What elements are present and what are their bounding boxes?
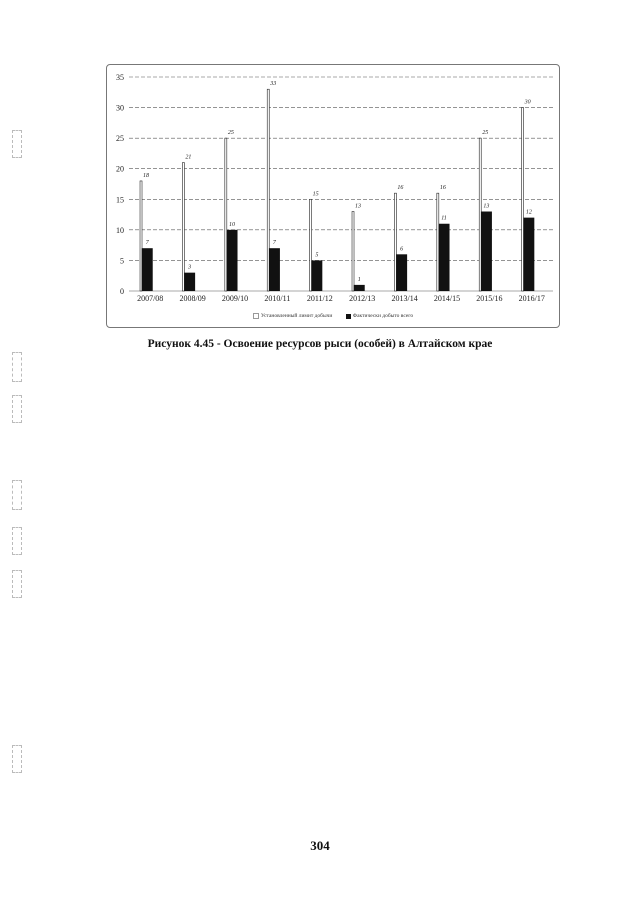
data-label-actual: 3: [188, 264, 192, 271]
scan-artifact: [12, 130, 22, 158]
bar-actual: [481, 212, 492, 291]
x-tick-label: 2013/14: [391, 294, 418, 303]
bar-limit: [182, 163, 184, 291]
data-label-limit: 21: [185, 154, 192, 161]
scan-artifact: [12, 745, 22, 773]
legend-item-actual: [346, 313, 413, 319]
y-tick-label: 0: [120, 287, 124, 296]
data-label-actual: 5: [315, 252, 319, 259]
x-tick-label: 2011/12: [306, 294, 333, 303]
x-tick-label: 2010/11: [264, 294, 291, 303]
data-label-actual: 1: [357, 276, 361, 283]
y-tick-label: 35: [116, 73, 124, 82]
data-label-limit: 25: [482, 130, 489, 137]
data-label-actual: 12: [525, 209, 532, 216]
page-number: 304: [310, 838, 330, 853]
x-tick-label: 2008/09: [179, 294, 206, 303]
data-label-actual: 10: [229, 221, 236, 228]
scan-artifact: [12, 570, 22, 598]
data-label-actual: 7: [272, 240, 276, 247]
legend-item-limit: [253, 313, 334, 319]
bar-actual: [439, 224, 450, 291]
bar-actual: [354, 285, 365, 291]
data-label-actual: 7: [145, 240, 149, 247]
y-tick-label: 30: [116, 103, 124, 113]
bar-actual: [396, 254, 407, 291]
y-tick-label: 15: [116, 195, 124, 205]
bar-actual: [184, 273, 195, 291]
legend-label-actual: Фактически добыто всего: [352, 313, 414, 320]
figure-caption: Рисунок 4.45 - Освоение ресурсов рыси (особей) в Алтайском крае: [147, 338, 493, 350]
x-tick-label: 2012/13: [349, 294, 376, 303]
x-tick-label: 2009/10: [221, 294, 249, 303]
data-label-actual: 13: [483, 203, 490, 210]
bar-chart: [107, 65, 559, 327]
legend-swatch-actual: [346, 314, 351, 319]
x-tick-label: 2016/17: [518, 294, 545, 303]
legend-label-limit: Установленный лимит добычи: [260, 313, 333, 320]
data-label-limit: 16: [397, 185, 404, 192]
data-label-limit: 25: [227, 130, 234, 137]
x-tick-label: 2007/08: [137, 294, 164, 303]
data-label-limit: 18: [143, 172, 150, 179]
data-label-limit: 30: [524, 99, 531, 106]
x-tick-label: 2015/16: [476, 294, 503, 303]
legend-swatch-limit: [253, 313, 259, 319]
scan-artifact: [12, 352, 22, 382]
data-label-actual: 6: [400, 246, 404, 253]
data-label-actual: 11: [441, 215, 447, 222]
y-tick-label: 5: [120, 256, 124, 266]
scan-artifact: [12, 527, 22, 555]
scan-artifact: [12, 480, 22, 510]
data-label-limit: 13: [355, 203, 362, 210]
scan-artifact: [12, 395, 22, 423]
data-label-limit: 16: [439, 185, 446, 192]
bar-actual: [142, 248, 153, 291]
bar-actual: [523, 218, 534, 291]
y-tick-label: 20: [116, 164, 124, 174]
data-label-limit: 15: [312, 191, 319, 198]
bar-actual: [311, 260, 322, 291]
chart-frame: [106, 64, 560, 328]
y-tick-label: 10: [116, 225, 124, 235]
bar-limit: [352, 212, 354, 291]
chart-legend: [107, 313, 559, 319]
x-tick-label: 2014/15: [433, 294, 461, 303]
bar-actual: [227, 230, 238, 291]
bar-actual: [269, 248, 280, 291]
data-label-limit: 33: [270, 81, 277, 88]
y-tick-label: 25: [116, 134, 124, 144]
